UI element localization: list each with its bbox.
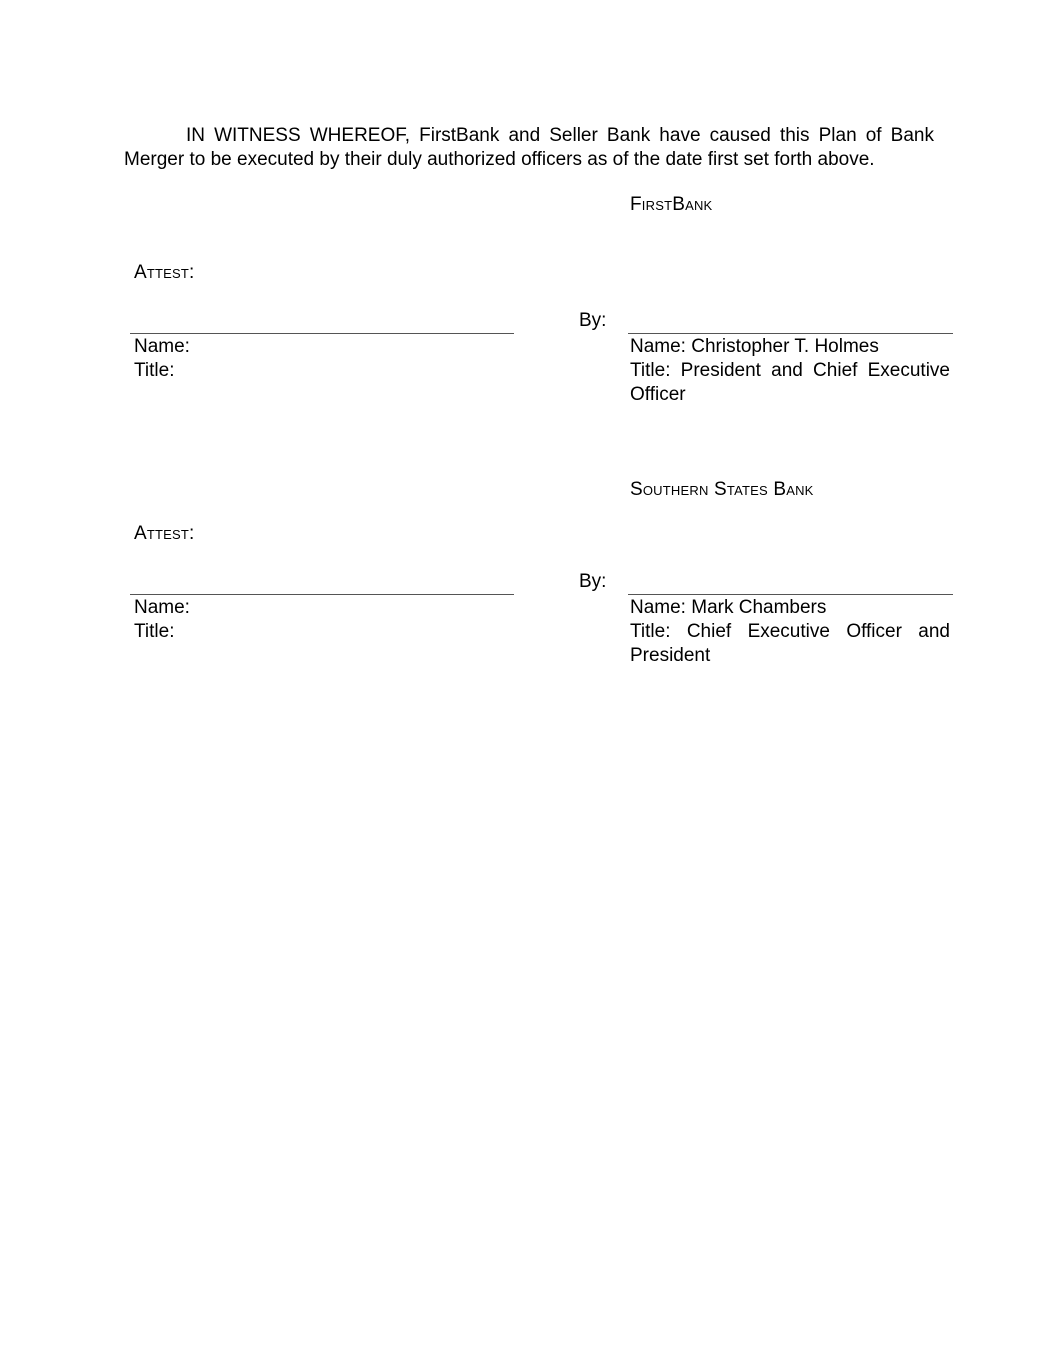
witness-paragraph	[124, 124, 934, 172]
witness-paragraph-text: IN WITNESS WHEREOF, FirstBank and Seller Bank have caused this Plan of Bank Merger to be executed by their duly authorized officers as of the date first set forth above.	[124, 125, 934, 170]
signer-signature-line-2	[628, 594, 953, 595]
by-label-2: By:	[579, 571, 607, 592]
attest-title-label-2: Title:	[134, 621, 175, 642]
signer-name-2: Name: Mark Chambers	[630, 597, 827, 618]
attest-label-2: Attest:	[134, 523, 195, 544]
signer-signature-line-1	[628, 333, 953, 334]
attest-title-label-1: Title:	[134, 360, 175, 381]
attest-name-label-2: Name:	[134, 597, 190, 618]
bank-name-southern-states: Southern States Bank	[630, 479, 814, 500]
attest-label-1: Attest:	[134, 262, 195, 283]
attest-signature-line-2	[130, 594, 514, 595]
attest-signature-line-1	[130, 333, 514, 334]
signer-title-2: Title: Chief Executive Officer and President	[630, 621, 950, 666]
signer-name-1: Name: Christopher T. Holmes	[630, 336, 879, 357]
by-label-1: By:	[579, 310, 607, 331]
attest-name-label-1: Name:	[134, 336, 190, 357]
bank-name-firstbank: FirstBank	[630, 194, 713, 215]
signer-title-1: Title: President and Chief Executive Officer	[630, 360, 950, 405]
